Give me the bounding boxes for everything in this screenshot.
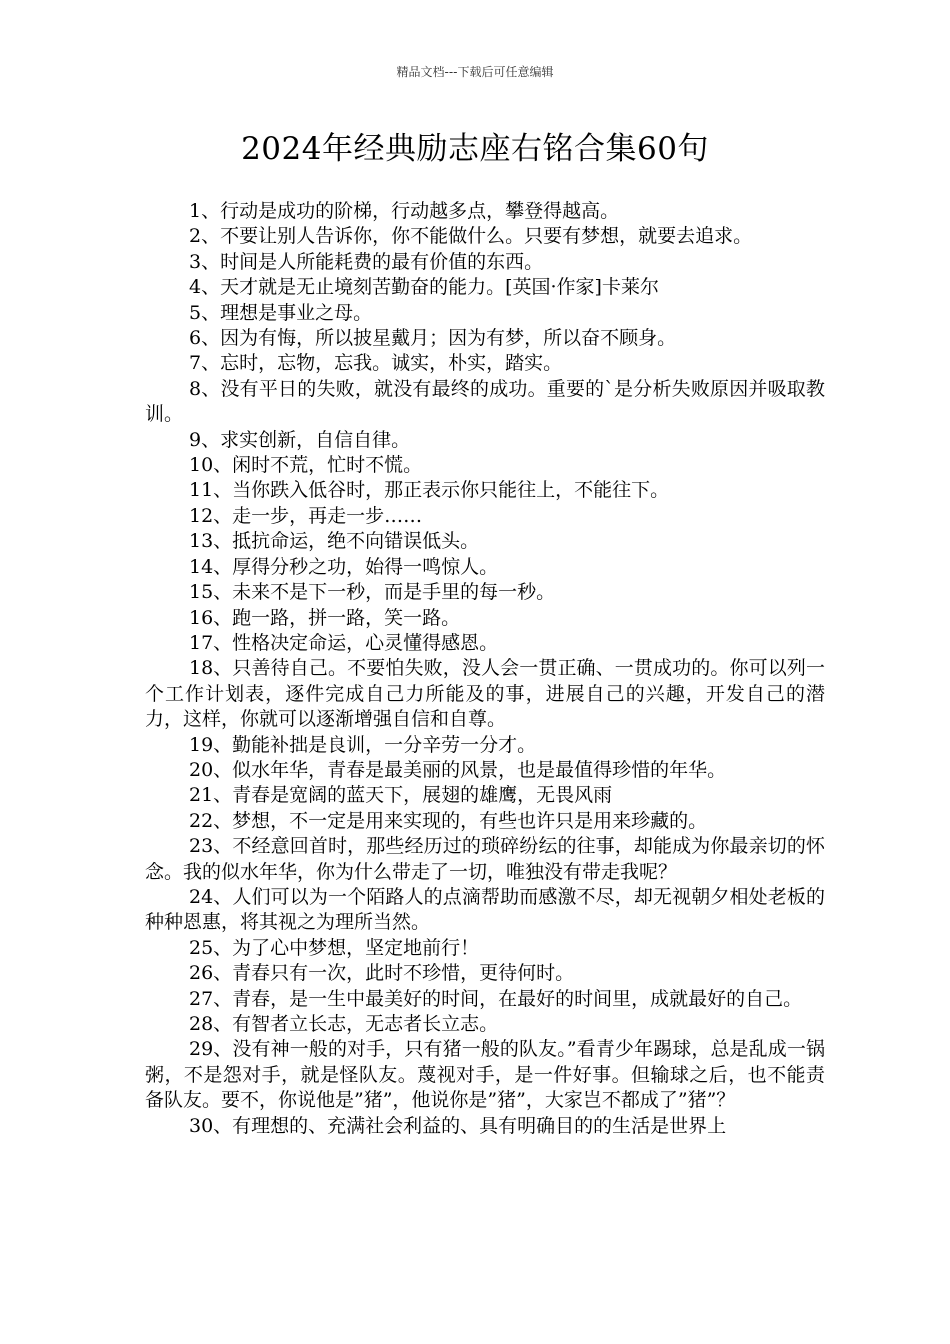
quote-paragraph: 16、跑一路，拼一路，笑一路。 <box>189 606 461 629</box>
document-body <box>145 199 825 1139</box>
quote-paragraph: 17、性格决定命运，心灵懂得感恩。 <box>189 631 499 654</box>
quote-paragraph: 19、勤能补拙是良训，一分辛劳一分才。 <box>189 733 537 756</box>
quote-paragraph: 20、似水年华，青春是最美丽的风景，也是最值得珍惜的年华。 <box>189 758 727 781</box>
quote-paragraph: 23、不经意回首时，那些经历过的琐碎纷纭的往事，却能成为你最亲切的怀念。我的似水年华，你为什么带走了一切，唯独没有带走我呢？ <box>145 835 825 883</box>
quote-paragraph: 6、因为有悔，所以披星戴月；因为有梦，所以奋不顾身。 <box>189 327 677 350</box>
quote-paragraph: 9、求实创新，自信自律。 <box>189 428 411 451</box>
quote-paragraph: 3、时间是人所能耗费的最有价值的东西。 <box>189 250 544 273</box>
quote-paragraph: 1、行动是成功的阶梯，行动越多点，攀登得越高。 <box>189 200 620 222</box>
quote-paragraph: 10、闲时不荒，忙时不慌。 <box>189 454 423 477</box>
quote-paragraph: 26、青春只有一次，此时不珍惜，更待何时。 <box>189 962 575 985</box>
quote-paragraph: 27、青春，是一生中最美好的时间，在最好的时间里，成就最好的自己。 <box>189 987 803 1010</box>
quote-paragraph: 24、人们可以为一个陌路人的点滴帮助而感激不尽，却无视朝夕相处老板的种种恩惠，将其视之为理所当然。 <box>145 885 825 934</box>
quote-paragraph: 14、厚得分秒之功，始得一鸣惊人。 <box>189 555 499 578</box>
quote-paragraph: 7、忘时，忘物，忘我。诚实，朴实，踏实。 <box>189 352 563 375</box>
quote-paragraph: 21、青春是宽阔的蓝天下，展翅的雄鹰，无畏风雨 <box>189 784 613 807</box>
quote-paragraph: 22、梦想，不一定是用来实现的，有些也许只是用来珍藏的。 <box>189 809 708 832</box>
quote-paragraph: 13、抵抗命运，绝不向错误低头。 <box>189 530 480 553</box>
quote-paragraph: 28、有智者立长志，无志者长立志。 <box>189 1013 499 1035</box>
header-note: 精品文档---下载后可任意编辑 <box>396 65 554 79</box>
quote-paragraph: 5、理想是事业之母。 <box>189 301 373 324</box>
quote-paragraph: 30、有理想的、充满社会利益的、具有明确目的的生活是世界上 <box>189 1114 727 1137</box>
quote-paragraph: 15、未来不是下一秒，而是手里的每一秒。 <box>189 581 556 604</box>
quote-paragraph: 2、不要让别人告诉你，你不能做什么。只要有梦想，就要去追求。 <box>189 225 753 248</box>
quote-paragraph: 12、走一步，再走一步…… <box>189 504 423 527</box>
quote-paragraph: 4、天才就是无止境刻苦勤奋的能力。[英国·作家]卡莱尔 <box>189 276 659 299</box>
document-title: 2024年经典励志座右铭合集60句 <box>241 131 709 167</box>
quote-paragraph: 18、只善待自己。不要怕失败，没人会一贯正确、一贯成功的。你可以列一个工作计划表，逐件完成自己力所能及的事，进展自己的兴趣，开发自己的潜力，这样，你就可以逐渐增强自信和自尊。 <box>145 657 825 731</box>
quote-paragraph: 11、当你跌入低谷时，那正表示你只能往上，不能往下。 <box>189 479 670 502</box>
quote-paragraph: 8、没有平日的失败，就没有最终的成功。重要的`是分析失败原因并吸取教训。 <box>145 377 825 426</box>
quote-paragraph: 25、为了心中梦想，坚定地前行！ <box>189 936 480 959</box>
quote-paragraph: 29、没有神一般的对手，只有猪一般的队友。”看青少年踢球，总是乱成一锅粥，不是怨对手，就是怪队友。蔑视对手，是一件好事。但输球之后，也不能责备队友。要不，你说他是”猪”，他说你是”猪”，大家岂不都成了”猪”？ <box>145 1038 825 1112</box>
